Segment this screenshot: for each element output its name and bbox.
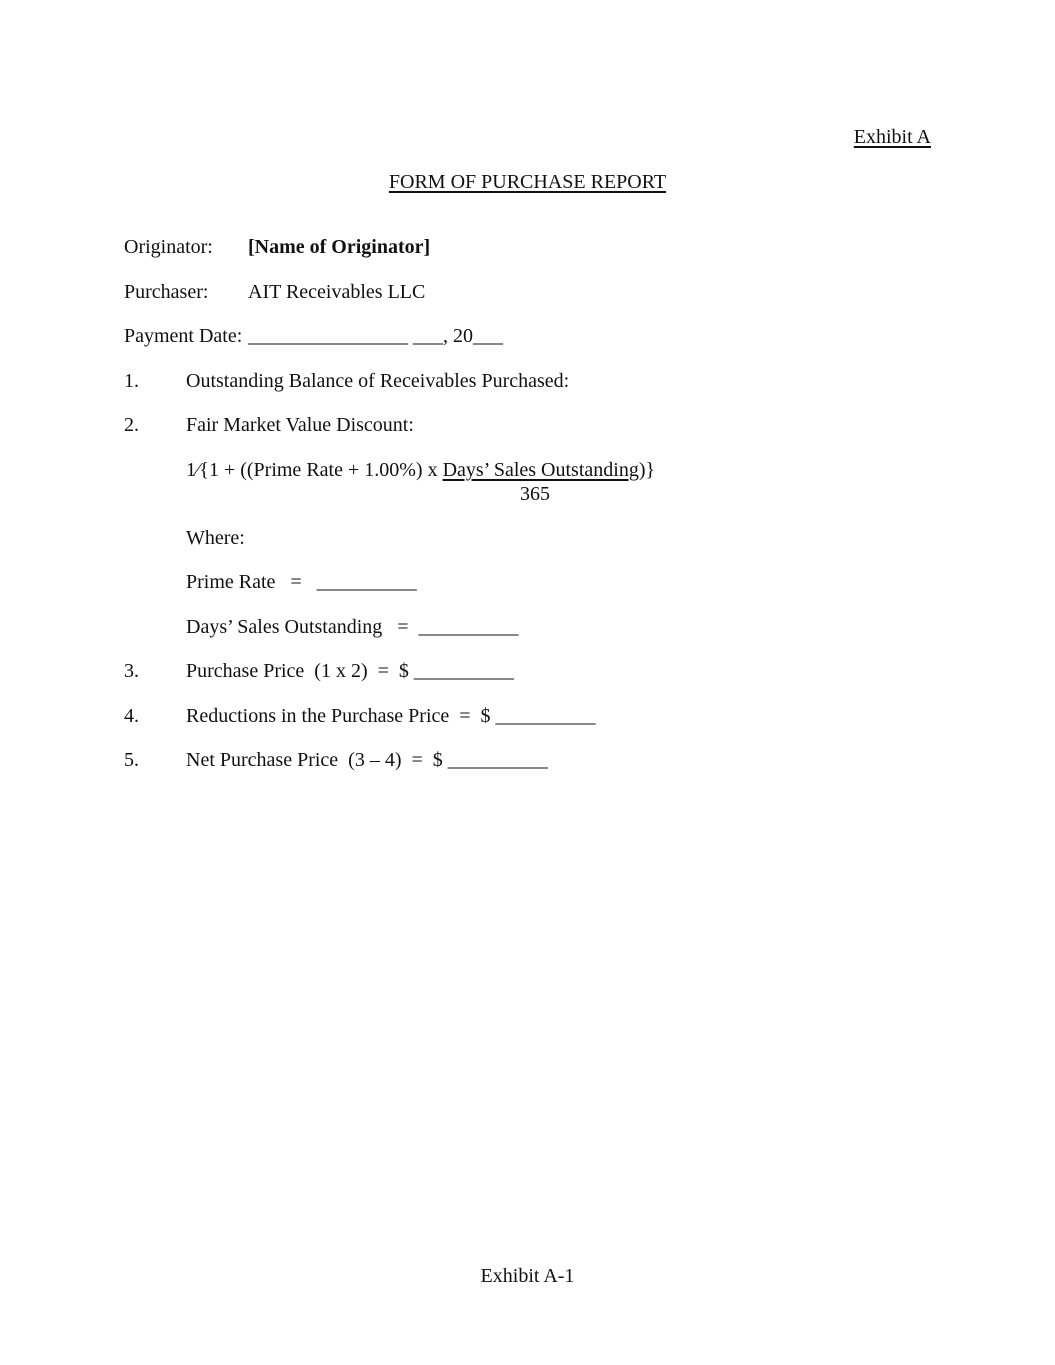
item-3-text: Purchase Price (1 x 2) = $ __________ xyxy=(186,660,514,682)
item-1-text: Outstanding Balance of Receivables Purchased: xyxy=(186,370,570,392)
formula-suffix: )} xyxy=(638,459,656,481)
formula-denominator: 365 xyxy=(520,483,550,505)
formula-numerator: Days’ Sales Outstanding xyxy=(442,459,639,481)
dso-line: Days’ Sales Outstanding = __________ xyxy=(186,616,519,638)
fmv-formula xyxy=(186,458,655,482)
page-footer: Exhibit A-1 xyxy=(480,1265,575,1287)
purchaser-value: AIT Receivables LLC xyxy=(248,281,426,303)
originator-label: Originator: xyxy=(124,236,213,258)
item-2-number: 2. xyxy=(124,414,139,436)
item-4-text: Reductions in the Purchase Price = $ __________ xyxy=(186,705,596,727)
payment-date-label: Payment Date: xyxy=(124,325,243,347)
purchaser-label: Purchaser: xyxy=(124,281,209,303)
prime-rate-line: Prime Rate = __________ xyxy=(186,571,417,593)
item-5-number: 5. xyxy=(124,749,139,771)
item-1-number: 1. xyxy=(124,370,139,392)
item-5-text: Net Purchase Price (3 – 4) = $ __________ xyxy=(186,749,548,771)
item-4-number: 4. xyxy=(124,705,139,727)
payment-date-value: ________________ ___, 20___ xyxy=(248,325,503,347)
page-title: FORM OF PURCHASE REPORT xyxy=(388,171,667,193)
item-3-number: 3. xyxy=(124,660,139,682)
where-label: Where: xyxy=(186,527,245,549)
exhibit-label: Exhibit A xyxy=(853,126,931,148)
item-2-text: Fair Market Value Discount: xyxy=(186,414,414,436)
formula-prefix: 1⁄{1 + ((Prime Rate + 1.00%) x xyxy=(186,459,443,481)
originator-value: [Name of Originator] xyxy=(248,236,431,258)
